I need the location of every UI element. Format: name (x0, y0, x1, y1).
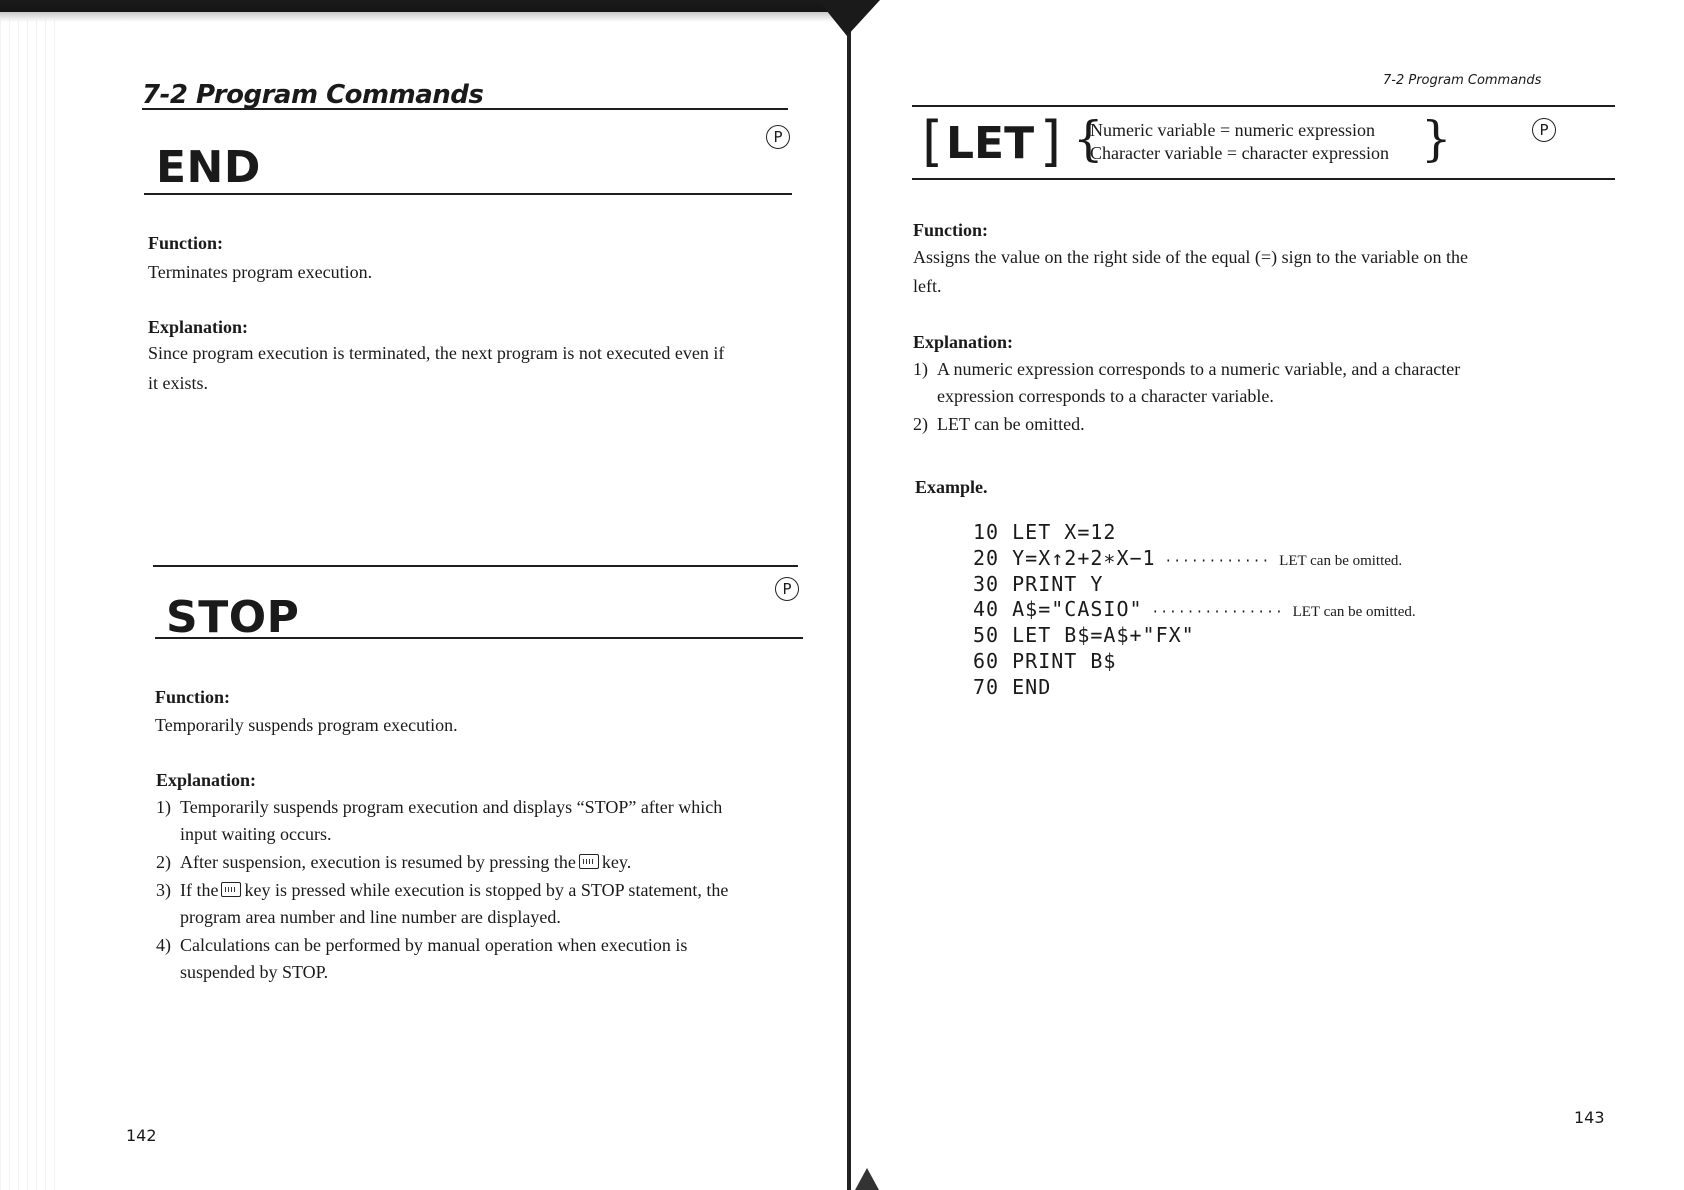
let-example-code (973, 520, 1416, 701)
list-item: 1) Temporarily suspends program execution and displays “STOP” after which input waiting occurs. (156, 797, 723, 844)
end-explanation-label: Explanation: (148, 317, 249, 337)
list-item: 2) After suspension, execution is resumed by pressing the key. (156, 852, 632, 872)
program-mode-badge: P (775, 577, 799, 601)
code-line: 50 LET B$=A$+"FX" (973, 623, 1195, 648)
let-syntax-character: Character variable = character expression (1090, 143, 1389, 163)
let-syntax-numeric: Numeric variable = numeric expression (1090, 120, 1376, 140)
book-spine (847, 0, 851, 1190)
let-explanation-label: Explanation: (913, 332, 1014, 352)
section-header: 7-2 Program Commands (142, 80, 484, 110)
stop-function-label: Function: (155, 687, 231, 707)
end-title: END (156, 142, 261, 193)
list-item: 1) A numeric expression corresponds to a numeric variable, and a character expression corresponds to a character variable. (913, 359, 1461, 406)
stop-function-text: Temporarily suspends program execution. (155, 715, 458, 735)
list-item: 4) Calculations can be performed by manual operation when execution is suspended by STOP. (156, 935, 688, 982)
code-line: 60 PRINT B$ (973, 648, 1117, 673)
end-explanation-line1: Since program execution is terminated, the next program is not executed even if (148, 343, 725, 363)
let-explanation-list (913, 356, 1615, 439)
page-number: 142 (126, 1126, 157, 1145)
program-mode-badge: P (766, 125, 790, 149)
end-explanation-line2: it exists. (148, 373, 209, 393)
right-brace-icon: } (1421, 111, 1452, 167)
let-title-group (922, 110, 1062, 174)
code-line: 10 LET X=12 (973, 520, 1117, 544)
end-title-rule (144, 193, 792, 195)
code-line: 70 END (973, 674, 1052, 699)
stop-top-rule (153, 565, 798, 567)
code-note: LET can be omitted. (1292, 604, 1416, 621)
header-rule (912, 105, 1615, 107)
code-line: 20 Y=X↑2+2∗X−1 ············ LET can be omitted. (973, 545, 1403, 570)
let-example-label: Example. (915, 477, 988, 497)
exe-key-icon (579, 854, 599, 869)
right-page (855, 0, 1684, 1190)
stop-explanation-label: Explanation: (156, 770, 257, 790)
let-title-rule (912, 178, 1615, 180)
list-item: 2) LET can be omitted. (913, 414, 1085, 434)
left-page (0, 0, 840, 1190)
header-rule (142, 108, 788, 110)
let-function-label: Function: (913, 220, 989, 240)
code-line: 30 PRINT Y (973, 571, 1104, 596)
stop-key-icon (221, 882, 241, 897)
page-number: 143 (1574, 1108, 1605, 1127)
stop-title-rule (155, 637, 803, 639)
list-item: 3) If the key is pressed while execution is stopped by a STOP statement, the program area number and line number are displayed. (156, 880, 729, 927)
let-function-line2: left. (913, 276, 942, 296)
end-function-label: Function: (148, 233, 224, 253)
let-function-line1: Assigns the value on the right side of the equal (=) sign to the variable on the (913, 247, 1469, 267)
stop-title: STOP (166, 592, 300, 643)
running-head: 7-2 Program Commands (1383, 73, 1542, 88)
let-syntax (1090, 119, 1389, 165)
end-function-text: Terminates program execution. (148, 262, 373, 282)
program-mode-badge: P (1532, 118, 1556, 142)
code-line: 40 A$="CASIO" ··············· LET can be omitted. (973, 597, 1416, 622)
right-bracket-icon: ] (1040, 110, 1062, 173)
code-note: LET can be omitted. (1279, 552, 1403, 569)
left-brace-icon: { (1073, 111, 1104, 167)
stop-explanation-list (156, 794, 808, 987)
let-title: LET (946, 118, 1035, 169)
left-bracket-icon: [ (922, 110, 944, 173)
